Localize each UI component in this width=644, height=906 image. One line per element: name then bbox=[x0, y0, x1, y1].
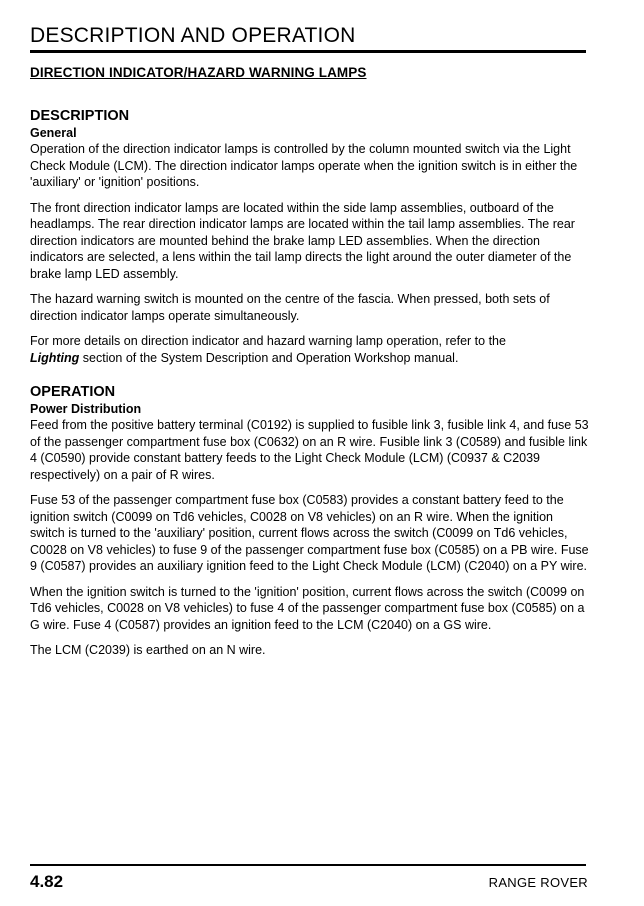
operation-heading: OPERATION bbox=[30, 384, 116, 400]
operation-paragraph-3: When the ignition switch is turned to the 'ignition' position, current flows across the switch (C0099 on Td6 vehicles, C0028 on V8 vehicles) to fuse 4 of the passenger compartment fuse box (C0585) on a G wire. Fuse 4 (C0587) provides an ignition feed to the LCM (C2040) on a GS wire. bbox=[30, 584, 585, 632]
description-paragraph-1: Operation of the direction indicator lamps is controlled by the column mounted switch via the Light Check Module (LCM). The direction indicator lamps operate when the ignition switch is in either the 'auxiliary' or 'ignition' positions. bbox=[30, 142, 578, 189]
description-paragraph-2: The front direction indicator lamps are located within the side lamp assemblies, outboard of the headlamps. The rear direction indicator lamps are located within the tail lamp assemblies. The rear direction indicators are mounted behind the brake lamp LED assemblies. When the direction indicators are selected, a lens within the tail lamp directs the light around the outer diameter of the brake lamp LED assembly. bbox=[30, 200, 575, 281]
section-spacer bbox=[30, 375, 590, 383]
reference-text: For more details on direction indicator and hazard warning lamp operation, refer to the bbox=[30, 334, 506, 348]
page-header-title: DESCRIPTION AND OPERATION bbox=[30, 24, 356, 47]
section-title: DIRECTION INDICATOR/HAZARD WARNING LAMPS bbox=[30, 65, 367, 80]
main-content bbox=[30, 107, 590, 668]
operation-paragraph-4: The LCM (C2039) is earthed on an N wire. bbox=[30, 643, 266, 657]
power-distribution-subheading: Power Distribution bbox=[30, 402, 142, 416]
footer-model-name: RANGE ROVER bbox=[488, 875, 588, 890]
header-divider bbox=[30, 50, 586, 53]
page-number: 4.82 bbox=[30, 872, 64, 891]
footer-divider bbox=[30, 864, 586, 866]
reference-text-end: section of the System Description and Operation Workshop manual. bbox=[79, 350, 459, 365]
general-subheading: General bbox=[30, 126, 77, 140]
description-paragraph-3: The hazard warning switch is mounted on the centre of the fascia. When pressed, both sets of direction indicator lamps operate simultaneously. bbox=[30, 292, 550, 323]
lighting-reference-link[interactable]: Lighting bbox=[30, 350, 80, 365]
operation-paragraph-1: Feed from the positive battery terminal (C0192) is supplied to fusible link 3, fusible link 4, and fuse 53 of the passenger compartment fuse box (C0632) on an R wire. Fusible link 3 (C0589) and fusible link 4 (C0590) provide constant battery feeds to the Light Check Module (LCM) (C0937 & C2039 respectively) on a pair of R wires. bbox=[30, 418, 589, 482]
operation-paragraph-2: Fuse 53 of the passenger compartment fuse box (C0583) provides a constant battery feed to the ignition switch (C0099 on Td6 vehicles, C0028 on V8 vehicles) on an R wire. When the ignition switch is turned to the 'auxiliary' position, current flows across the switch (C0099 on Td6 vehicles, C0028 on V8 vehicles) to fuse 9 of the passenger compartment fuse box (C0585) on a PB wire. Fuse 9 (C0587) provides an auxiliary ignition feed to the Light Check Module (LCM) (C2040) on a PY wire. bbox=[30, 493, 589, 573]
description-paragraph-4 bbox=[30, 333, 590, 366]
description-heading: DESCRIPTION bbox=[30, 108, 130, 124]
